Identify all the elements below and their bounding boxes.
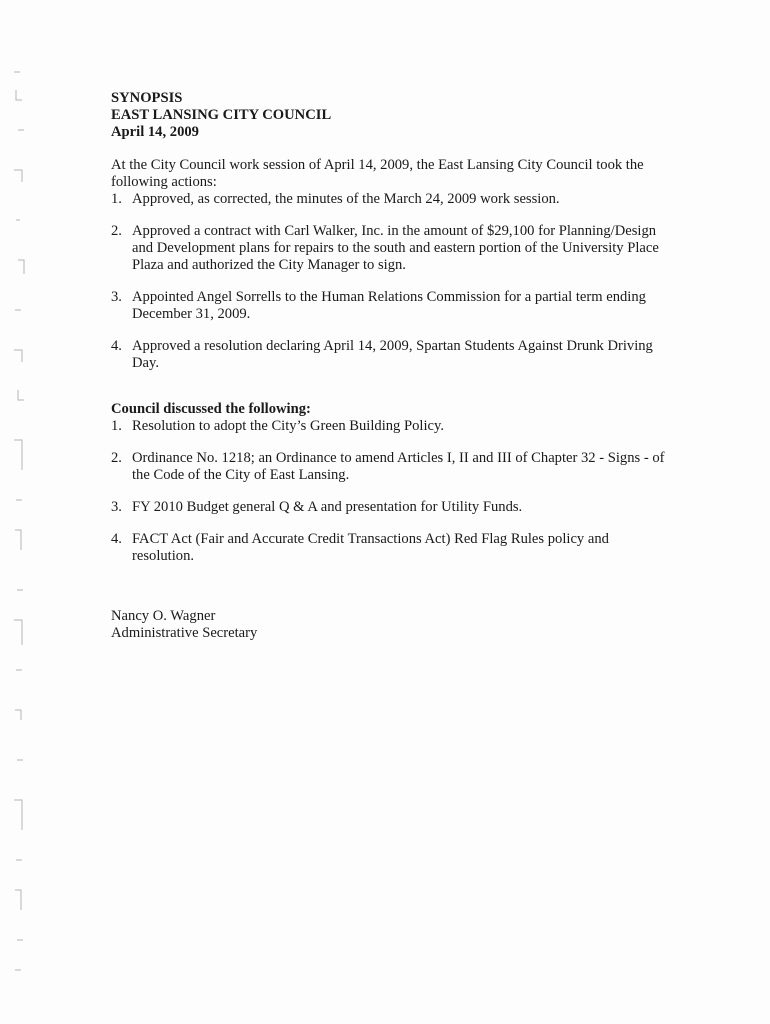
document-header xyxy=(111,90,671,141)
header-date: April 14, 2009 xyxy=(111,124,199,140)
list-item xyxy=(111,338,671,372)
list-item-number: 1. xyxy=(111,418,122,434)
signature-block xyxy=(111,608,671,642)
list-item-text: Approved, as corrected, the minutes of the March 24, 2009 work session. xyxy=(132,191,560,207)
header-synopsis: SYNOPSIS xyxy=(111,90,183,106)
list-item-number: 2. xyxy=(111,223,122,239)
list-item-text: FACT Act (Fair and Accurate Credit Transactions Act) Red Flag Rules policy and resolution. xyxy=(132,531,609,564)
list-item-text: FY 2010 Budget general Q & A and presentation for Utility Funds. xyxy=(132,499,523,515)
list-item xyxy=(111,191,671,208)
signature-name: Nancy O. Wagner xyxy=(111,608,216,624)
list-item-number: 2. xyxy=(111,450,122,466)
discussed-list xyxy=(111,418,671,565)
list-item-text: Approved a resolution declaring April 14, 2009, Spartan Students Against Drunk Driving Day. xyxy=(132,338,653,371)
list-item xyxy=(111,223,671,274)
list-item xyxy=(111,531,671,565)
list-item-text: Appointed Angel Sorrells to the Human Relations Commission for a partial term ending December 31, 2009. xyxy=(132,289,646,322)
list-item xyxy=(111,418,671,435)
section-title-discussed: Council discussed the following: xyxy=(111,401,311,417)
list-item-number: 4. xyxy=(111,531,122,547)
list-item-text: Resolution to adopt the City’s Green Building Policy. xyxy=(132,418,444,434)
scan-edge-marks xyxy=(6,60,28,1000)
signature-title: Administrative Secretary xyxy=(111,625,258,641)
list-item-text: Approved a contract with Carl Walker, Inc. in the amount of $29,100 for Planning/Design and Development plans for repairs to the south and eastern portion of the University Place Plaza and authorized the City Manager to sign. xyxy=(132,223,659,273)
list-item-number: 3. xyxy=(111,289,122,305)
document-content xyxy=(111,90,671,642)
list-item xyxy=(111,450,671,484)
list-item-text: Ordinance No. 1218; an Ordinance to amend Articles I, II and III of Chapter 32 - Signs - of the Code of the City of East Lansing. xyxy=(132,450,665,483)
list-item xyxy=(111,289,671,323)
list-item xyxy=(111,499,671,516)
intro-paragraph: At the City Council work session of April 14, 2009, the East Lansing City Council took the following actions: xyxy=(111,157,644,190)
list-item-number: 3. xyxy=(111,499,122,515)
header-council: EAST LANSING CITY COUNCIL xyxy=(111,107,332,123)
actions-list xyxy=(111,191,671,372)
list-item-number: 4. xyxy=(111,338,122,354)
list-item-number: 1. xyxy=(111,191,122,207)
